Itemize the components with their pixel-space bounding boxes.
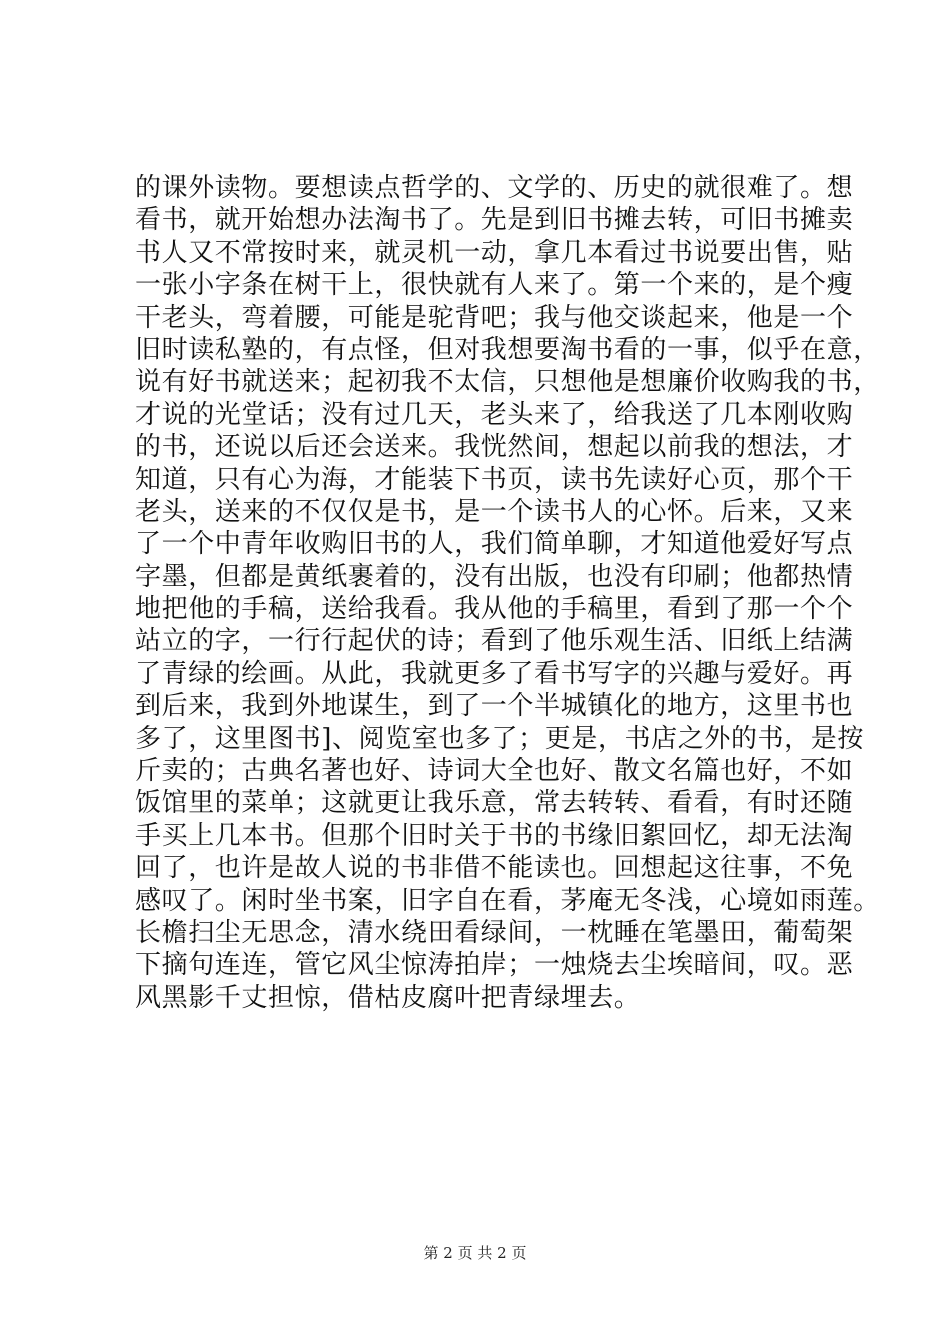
text-line: 说有好书就送来；起初我不太信，只想他是想廉价收购我的书， bbox=[135, 367, 880, 398]
text-line: 的书，还说以后还会送来。我恍然间，想起以前我的想法，才 bbox=[135, 432, 854, 463]
text-line: 斤卖的；古典名著也好、诗词大全也好、散文名篇也好，不如 bbox=[135, 756, 854, 787]
text-line: 回了，也许是故人说的书非借不能读也。回想起这往事，不免 bbox=[135, 853, 854, 884]
text-line: 的课外读物。要想读点哲学的、文学的、历史的就很难了。想 bbox=[135, 173, 854, 203]
text-line: 老头，送来的不仅仅是书，是一个读书人的心怀。后来，又来 bbox=[135, 496, 854, 527]
text-line: 书人又不常按时来，就灵机一动，拿几本看过书说要出售，贴 bbox=[135, 237, 854, 268]
text-line: 到后来，我到外地谋生，到了一个半城镇化的地方，这里书也 bbox=[135, 691, 854, 722]
text-line: 旧时读私塾的，有点怪，但对我想要淘书看的一事，似乎在意， bbox=[135, 334, 880, 365]
text-line: 地把他的手稿，送给我看。我从他的手稿里，看到了那一个个 bbox=[135, 594, 854, 625]
text-line: 干老头，弯着腰，可能是驼背吧；我与他交谈起来，他是一个 bbox=[135, 302, 854, 333]
text-line: 长檐扫尘无思念，清水绕田看绿间，一枕睡在笔墨田，葡萄架 bbox=[135, 917, 854, 948]
text-line: 字墨，但都是黄纸裹着的，没有出版，也没有印刷；他都热情 bbox=[135, 561, 854, 592]
text-line: 多了，这里图书]、阅览室也多了；更是，书店之外的书，是按 bbox=[135, 723, 864, 754]
text-line: 风黑影千丈担惊，借枯皮腐叶把青绿埋去。 bbox=[135, 982, 641, 1013]
text-line: 手买上几本书。但那个旧时关于书的书缘旧絮回忆，却无法淘 bbox=[135, 820, 854, 851]
text-line: 了青绿的绘画。从此，我就更多了看书写字的兴趣与爱好。再 bbox=[135, 658, 854, 689]
text-line: 一张小字条在树干上，很快就有人来了。第一个来的，是个瘦 bbox=[135, 270, 854, 301]
text-line: 饭馆里的菜单；这就更让我乐意，常去转转、看看，有时还随 bbox=[135, 788, 854, 819]
text-line: 看书，就开始想办法淘书了。先是到旧书摊去转，可旧书摊卖 bbox=[135, 205, 854, 236]
body-text bbox=[135, 172, 880, 1014]
text-line: 下摘句连连，管它风尘惊涛拍岸；一烛烧去尘埃暗间，叹。恶 bbox=[135, 950, 854, 981]
text-line: 感叹了。闲时坐书案，旧字自在看，茅庵无冬浅，心境如雨莲。 bbox=[135, 885, 880, 916]
text-line: 了一个中青年收购旧书的人，我们简单聊，才知道他爱好写点 bbox=[135, 529, 854, 560]
page-number-footer: 第 2 页 共 2 页 bbox=[423, 1244, 527, 1262]
text-line: 才说的光堂话；没有过几天，老头来了，给我送了几本刚收购 bbox=[135, 399, 854, 430]
text-line: 站立的字，一行行起伏的诗；看到了他乐观生活、旧纸上结满 bbox=[135, 626, 854, 657]
text-line: 知道，只有心为海，才能装下书页，读书先读好心页，那个干 bbox=[135, 464, 854, 495]
